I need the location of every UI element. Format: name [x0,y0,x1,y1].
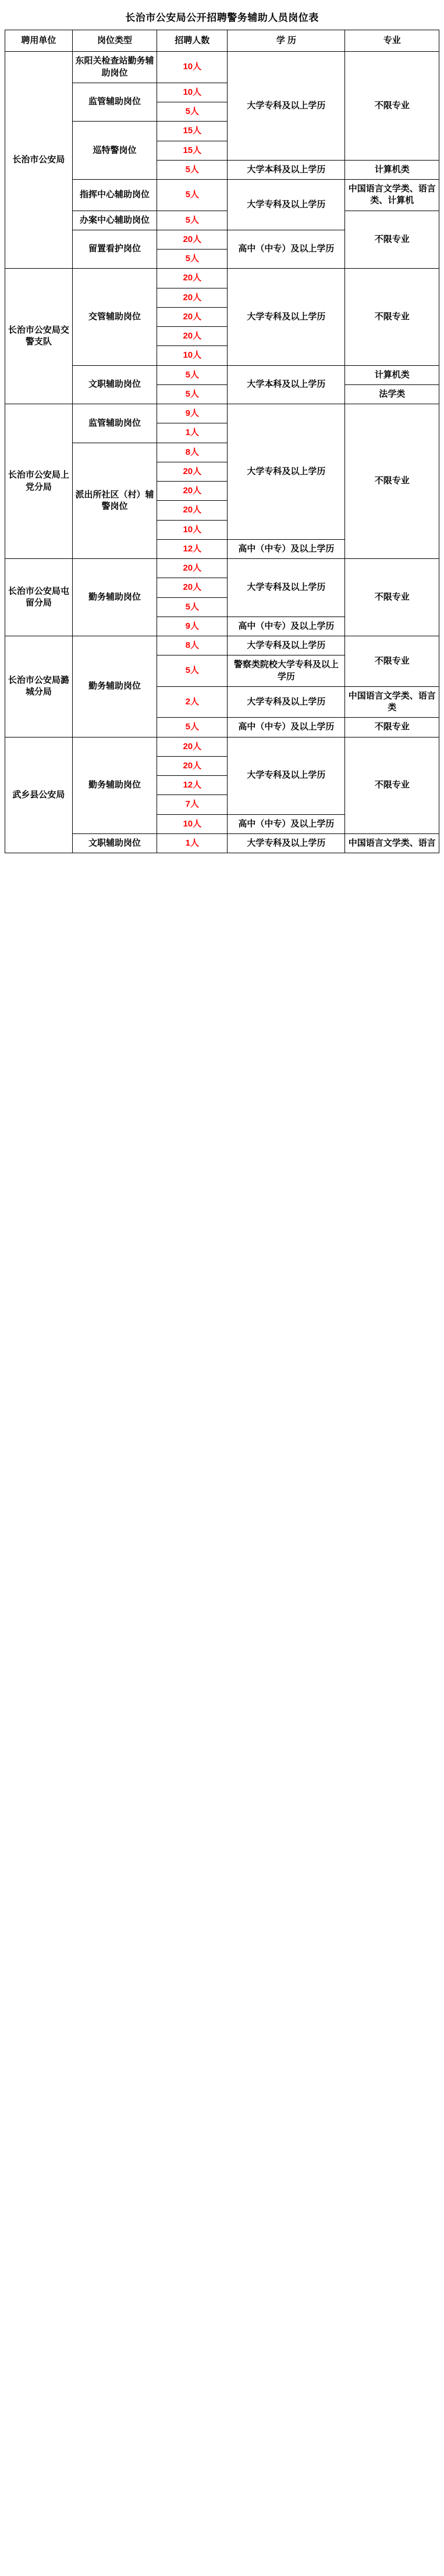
table-header [5,30,439,52]
cell-unit: 长治市公安局潞城分局 [5,636,73,737]
cell-position-type: 勤务辅助岗位 [72,737,157,833]
table-row [5,269,439,288]
table-body [5,52,439,853]
cell-major: 不限专业 [345,404,439,559]
cell-headcount: 8人 [157,443,228,462]
cell-headcount: 9人 [157,617,228,636]
cell-position-type: 指挥中心辅助岗位 [72,180,157,211]
cell-headcount: 5人 [157,718,228,737]
cell-education: 大学专科及以上学历 [228,404,345,540]
table-header-row [5,30,439,52]
cell-headcount: 20人 [157,578,228,597]
cell-major: 不限专业 [345,718,439,737]
table-row [5,52,439,83]
cell-position-type: 监管辅助岗位 [72,404,157,443]
cell-education: 大学专科及以上学历 [228,180,345,230]
cell-headcount: 20人 [157,462,228,481]
cell-education: 大学专科及以上学历 [228,636,345,655]
document-page [0,0,444,858]
cell-headcount: 20人 [157,501,228,520]
page-title: 长治市公安局公开招聘警务辅助人员岗位表 [125,12,319,23]
cell-headcount: 8人 [157,636,228,655]
cell-education: 大学专科及以上学历 [228,833,345,853]
table-row [5,636,439,655]
column-header-type: 岗位类型 [72,30,157,52]
cell-headcount: 12人 [157,539,228,558]
cell-education: 高中（中专）及以上学历 [228,539,345,558]
cell-unit: 长治市公安局屯留分局 [5,559,73,636]
cell-education: 大学专科及以上学历 [228,52,345,161]
cell-major: 不限专业 [345,737,439,833]
column-header-major: 专业 [345,30,439,52]
cell-major: 计算机类 [345,160,439,179]
cell-headcount: 1人 [157,423,228,443]
table-row [5,404,439,423]
cell-education: 高中（中专）及以上学历 [228,230,345,269]
cell-major: 中国语言文学类、语言 [345,833,439,853]
cell-unit: 武乡县公安局 [5,737,73,853]
cell-headcount: 5人 [157,160,228,179]
cell-headcount: 15人 [157,122,228,141]
cell-education: 大学专科及以上学历 [228,686,345,718]
cell-headcount: 15人 [157,141,228,160]
job-positions-table [5,30,439,853]
cell-headcount: 20人 [157,756,228,775]
cell-unit: 长治市公安局交警支队 [5,269,73,404]
table-row [5,559,439,578]
cell-unit: 长治市公安局上党分局 [5,404,73,559]
cell-headcount: 5人 [157,102,228,122]
cell-education: 高中（中专）及以上学历 [228,718,345,737]
cell-major: 法学类 [345,384,439,404]
cell-headcount: 20人 [157,230,228,249]
cell-headcount: 1人 [157,833,228,853]
cell-education: 大学专科及以上学历 [228,269,345,365]
cell-headcount: 20人 [157,482,228,501]
cell-position-type: 交管辅助岗位 [72,269,157,365]
cell-position-type: 东阳关检查站勤务辅助岗位 [72,52,157,83]
cell-headcount: 5人 [157,597,228,617]
column-header-count: 招聘人数 [157,30,228,52]
cell-education: 大学专科及以上学历 [228,559,345,617]
cell-headcount: 10人 [157,52,228,83]
column-header-unit: 聘用单位 [5,30,73,52]
cell-headcount: 5人 [157,655,228,687]
cell-position-type: 办案中心辅助岗位 [72,211,157,230]
cell-unit: 长治市公安局 [5,52,73,269]
cell-major: 不限专业 [345,211,439,269]
cell-position-type: 留置看护岗位 [72,230,157,269]
cell-headcount: 2人 [157,686,228,718]
cell-headcount: 10人 [157,814,228,833]
cell-headcount: 20人 [157,327,228,346]
cell-education: 大学本科及以上学历 [228,365,345,404]
cell-headcount: 20人 [157,288,228,307]
cell-major: 计算机类 [345,365,439,384]
table-row [5,737,439,756]
cell-headcount: 20人 [157,737,228,756]
cell-position-type: 文职辅助岗位 [72,833,157,853]
cell-headcount: 9人 [157,404,228,423]
cell-headcount: 20人 [157,307,228,326]
cell-position-type: 派出所社区（村）辅警岗位 [72,443,157,559]
cell-position-type: 勤务辅助岗位 [72,559,157,636]
cell-position-type: 勤务辅助岗位 [72,636,157,737]
cell-headcount: 12人 [157,776,228,795]
cell-major: 中国语言文学类、语言类 [345,686,439,718]
cell-position-type: 巡特警岗位 [72,122,157,180]
cell-headcount: 5人 [157,250,228,269]
cell-position-type: 文职辅助岗位 [72,365,157,404]
cell-major: 不限专业 [345,636,439,687]
cell-headcount: 5人 [157,365,228,384]
cell-major: 不限专业 [345,559,439,636]
cell-headcount: 20人 [157,559,228,578]
cell-education: 大学专科及以上学历 [228,737,345,814]
cell-headcount: 5人 [157,384,228,404]
cell-major: 不限专业 [345,52,439,161]
cell-headcount: 7人 [157,795,228,814]
cell-position-type: 监管辅助岗位 [72,83,157,122]
cell-education: 警察类院校大学专科及以上学历 [228,655,345,687]
cell-education: 高中（中专）及以上学历 [228,617,345,636]
cell-major: 中国语言文学类、语言类、计算机 [345,180,439,211]
cell-headcount: 5人 [157,211,228,230]
cell-headcount: 5人 [157,180,228,211]
cell-headcount: 10人 [157,83,228,102]
cell-education: 大学本科及以上学历 [228,160,345,179]
cell-headcount: 20人 [157,269,228,288]
cell-headcount: 10人 [157,346,228,365]
cell-education: 高中（中专）及以上学历 [228,814,345,833]
cell-major: 不限专业 [345,269,439,365]
cell-headcount: 10人 [157,520,228,539]
column-header-education: 学 历 [228,30,345,52]
